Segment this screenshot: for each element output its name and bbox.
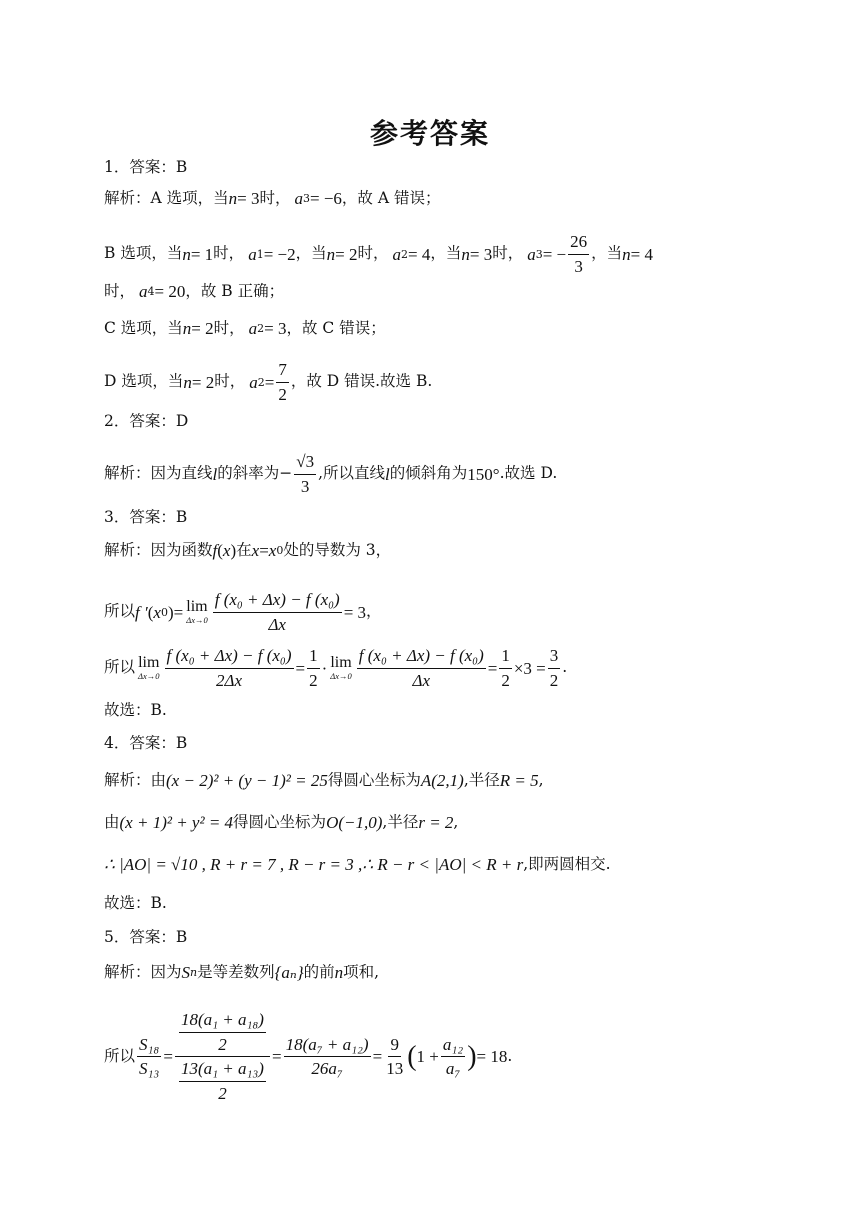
q4-line2: 由 (x + 1)² + y² = 4 得圆心坐标为 O(−1,0) ,半径 r = 2 , bbox=[104, 812, 459, 832]
q2-line1: 解析：因为直线 l 的斜率为− $\frac{√3}{3}$ ,所以直线 l 的倾斜角为 150° .故选 D. bbox=[104, 452, 558, 496]
fraction-26-3: $\frac{26}{3}$ bbox=[570, 232, 588, 276]
q3-answer: 3．答案：B bbox=[104, 508, 188, 526]
fraction-sqrt3-3: $\frac{√3}{3}$ bbox=[296, 452, 315, 496]
difference-quotient: $\frac{\text{f (x₀ + Δx) − f (x₀)}}{\Delta x}$ bbox=[214, 590, 340, 634]
q5-line2: 所以 $\frac{\text{S₁₈}}{\text{S₁₃}}$ = $\frac{\frac{\text{18(a₁ + a₁₈)}}{2}}{\frac{\text{13(a₁ + a₁₃)}}{2}}$ = $\frac{\text{18(a₇ + a₁₂)}}{\text{26a₇}}$ = $\frac{9}{13}$ ( 1 + $\frac{\text{a₁₂}}{\text{a₇}}$ ) = 18 . bbox=[104, 1010, 513, 1103]
fraction-7-2: $\frac{7}{2}$ bbox=[278, 360, 287, 404]
compound-fraction: $\frac{\frac{\text{18(a₁ + a₁₈)}}{2}}{\frac{\text{13(a₁ + a₁₃)}}{2}}$ bbox=[175, 1010, 270, 1103]
q1-answer: 1．答案：B bbox=[104, 158, 188, 176]
q3-line1: 解析：因为函数 f ( x ) 在 x = x 0 处的导数为 3， bbox=[104, 540, 392, 560]
page-title: 参考答案 bbox=[369, 117, 490, 150]
q4-line1: 解析：由 (x − 2)² + (y − 1)² = 25 得圆心坐标为 A(2,1) ,半径 R = 5 , bbox=[104, 770, 544, 790]
q4-line3: ∴ |AO| = √10 , R + r = 7 , R − r = 3 ,∴ R − r < |AO| < R + r ,即两圆相交. bbox=[104, 854, 611, 874]
ratio-s18-s13: $\frac{\text{S₁₈}}{\text{S₁₃}}$ bbox=[139, 1034, 160, 1079]
q1-line5: D 选项，当 n = 2 时， a 2 = $\frac{7}{2}$ ，故 D 错误.故选 B. bbox=[104, 360, 433, 404]
q3-line4: 故选：B. bbox=[104, 701, 167, 719]
q3-line2: 所以 f ′ ( x 0 ) = lim Δx→0 $\frac{\text{f (x₀ + Δx) − f (x₀)}}{\Delta x}$ = 3 ， bbox=[104, 590, 382, 634]
q1-line3: 时， a 4 = 20 ，故 B 正确； bbox=[104, 281, 285, 301]
q4-line4: 故选：B. bbox=[104, 894, 167, 912]
q2-answer: 2．答案：D bbox=[104, 412, 189, 430]
q5-line1: 解析：因为 S n 是等差数列 {aₙ} 的前 n 项和, bbox=[104, 962, 380, 982]
q5-answer: 5．答案：B bbox=[104, 928, 188, 946]
q3-line3: 所以 lim Δx→0 $\frac{\text{f (x₀ + Δx) − f (x₀)}}{2\Delta x}$ = $\frac{1}{2}$ · lim Δx→0 $\frac{\text{f (x₀ + Δx) − f (x₀)}}{\Delta x}$ = $\frac{1}{2}$ ×3 = $\frac{3}{2}$ . bbox=[104, 646, 568, 690]
q1-line4: C 选项，当 n = 2 时， a 2 = 3 ，故 C 错误； bbox=[104, 318, 386, 338]
limit-operator: lim Δx→0 bbox=[186, 597, 208, 625]
q1-line2: B 选项，当 n = 1 时， a 1 = −2 ，当 n = 2 时， a 2 = 4 ，当 n = 3 时， a 3 = − $\frac{26}{3}$ ，当 n = 4 bbox=[104, 232, 654, 276]
q4-answer: 4．答案：B bbox=[104, 734, 188, 752]
q1-line1: 解析：A 选项，当 n = 3 时， a 3 = −6 ，故 A 错误； bbox=[104, 188, 441, 208]
